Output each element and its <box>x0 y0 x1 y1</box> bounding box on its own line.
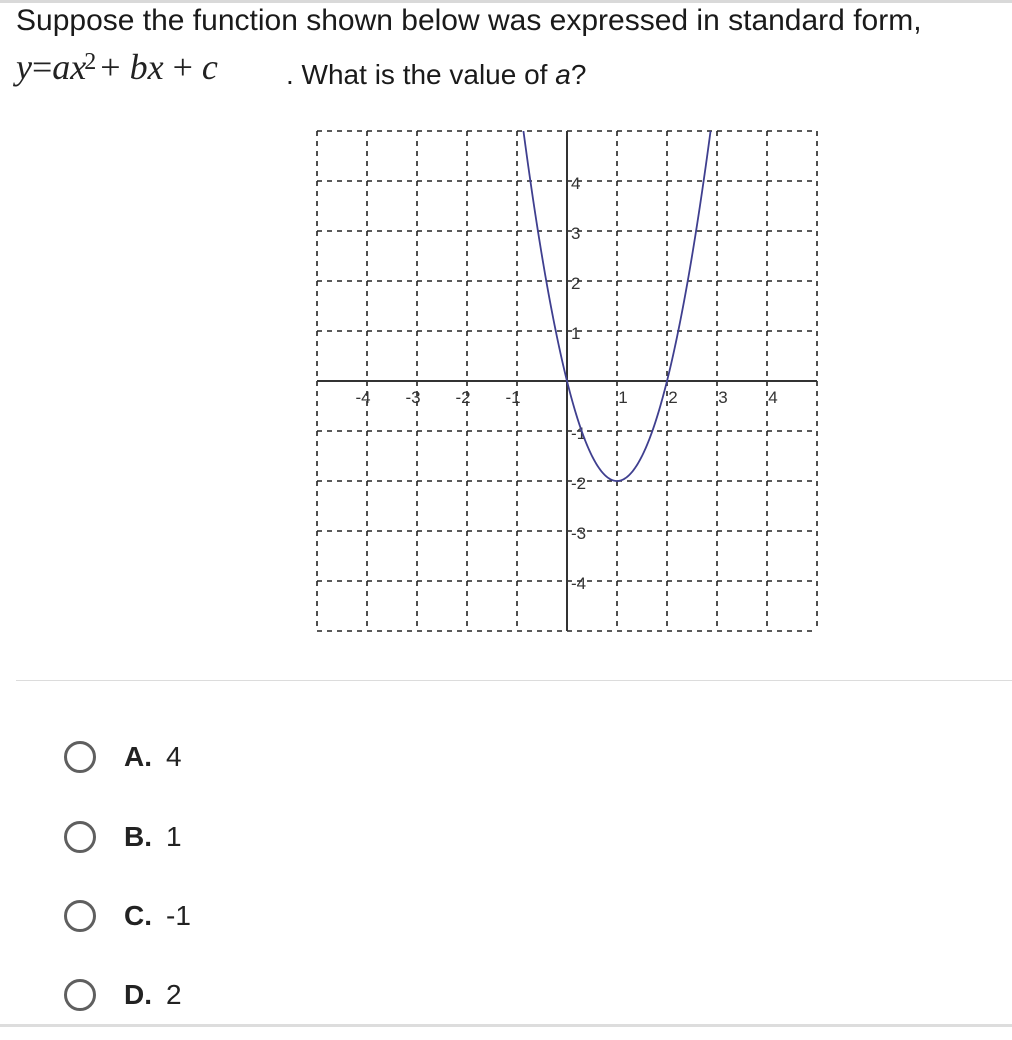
option-d-radio[interactable] <box>64 979 96 1011</box>
y-tick-label: -4 <box>571 574 587 593</box>
section-divider <box>16 680 1012 681</box>
x-tick-label: 3 <box>718 388 728 407</box>
formula-plus-2: + <box>172 47 193 87</box>
formula-c: c <box>201 47 218 87</box>
formula-exponent: 2 <box>84 49 97 75</box>
option-d-value: 2 <box>166 979 182 1010</box>
question-text <box>16 2 1006 98</box>
y-tick-label: -1 <box>571 424 587 443</box>
x-tick-label: -2 <box>455 388 471 407</box>
y-tick-label: -2 <box>571 474 587 493</box>
y-tick-label: 4 <box>571 174 581 193</box>
option-a-letter: A. <box>124 741 152 772</box>
question-line-1: Suppose the function shown below was expressed in standard form, <box>16 4 922 37</box>
option-a[interactable] <box>64 735 182 779</box>
y-tick-label: 3 <box>571 224 581 243</box>
option-a-value: 4 <box>166 741 182 772</box>
option-a-radio[interactable] <box>64 741 96 773</box>
y-tick-label: 2 <box>571 274 581 293</box>
formula-equals: = <box>31 47 53 87</box>
question-variable: a <box>555 59 571 90</box>
option-b-radio[interactable] <box>64 821 96 853</box>
standard-form-formula <box>16 48 218 91</box>
x-tick-label: -1 <box>505 388 521 407</box>
formula-plus-1: + <box>100 47 121 87</box>
option-b-value: 1 <box>166 821 182 852</box>
x-tick-label: -3 <box>405 388 421 407</box>
bottom-rule <box>0 1024 1012 1027</box>
option-c-value: -1 <box>166 900 191 931</box>
option-c[interactable] <box>64 894 191 938</box>
parabola-graph <box>300 118 820 638</box>
x-tick-label: 4 <box>768 388 778 407</box>
option-c-radio[interactable] <box>64 900 96 932</box>
option-d[interactable] <box>64 973 182 1017</box>
option-c-letter: C. <box>124 900 152 931</box>
x-tick-label: -4 <box>355 388 371 407</box>
option-b-letter: B. <box>124 821 152 852</box>
question-line-2 <box>16 40 1006 98</box>
formula-y: y <box>16 47 32 87</box>
formula-ax: ax <box>52 47 87 87</box>
x-tick-label: 2 <box>668 388 678 407</box>
option-b[interactable] <box>64 815 182 859</box>
y-tick-label: -3 <box>571 524 587 543</box>
formula-bx: bx <box>129 47 164 87</box>
y-tick-label: 1 <box>571 324 581 343</box>
x-tick-label: 1 <box>618 388 628 407</box>
option-d-letter: D. <box>124 979 152 1010</box>
question-tail <box>286 56 586 94</box>
question-tail-prefix: . What is the value of <box>286 59 556 90</box>
question-mark: ? <box>570 59 587 90</box>
